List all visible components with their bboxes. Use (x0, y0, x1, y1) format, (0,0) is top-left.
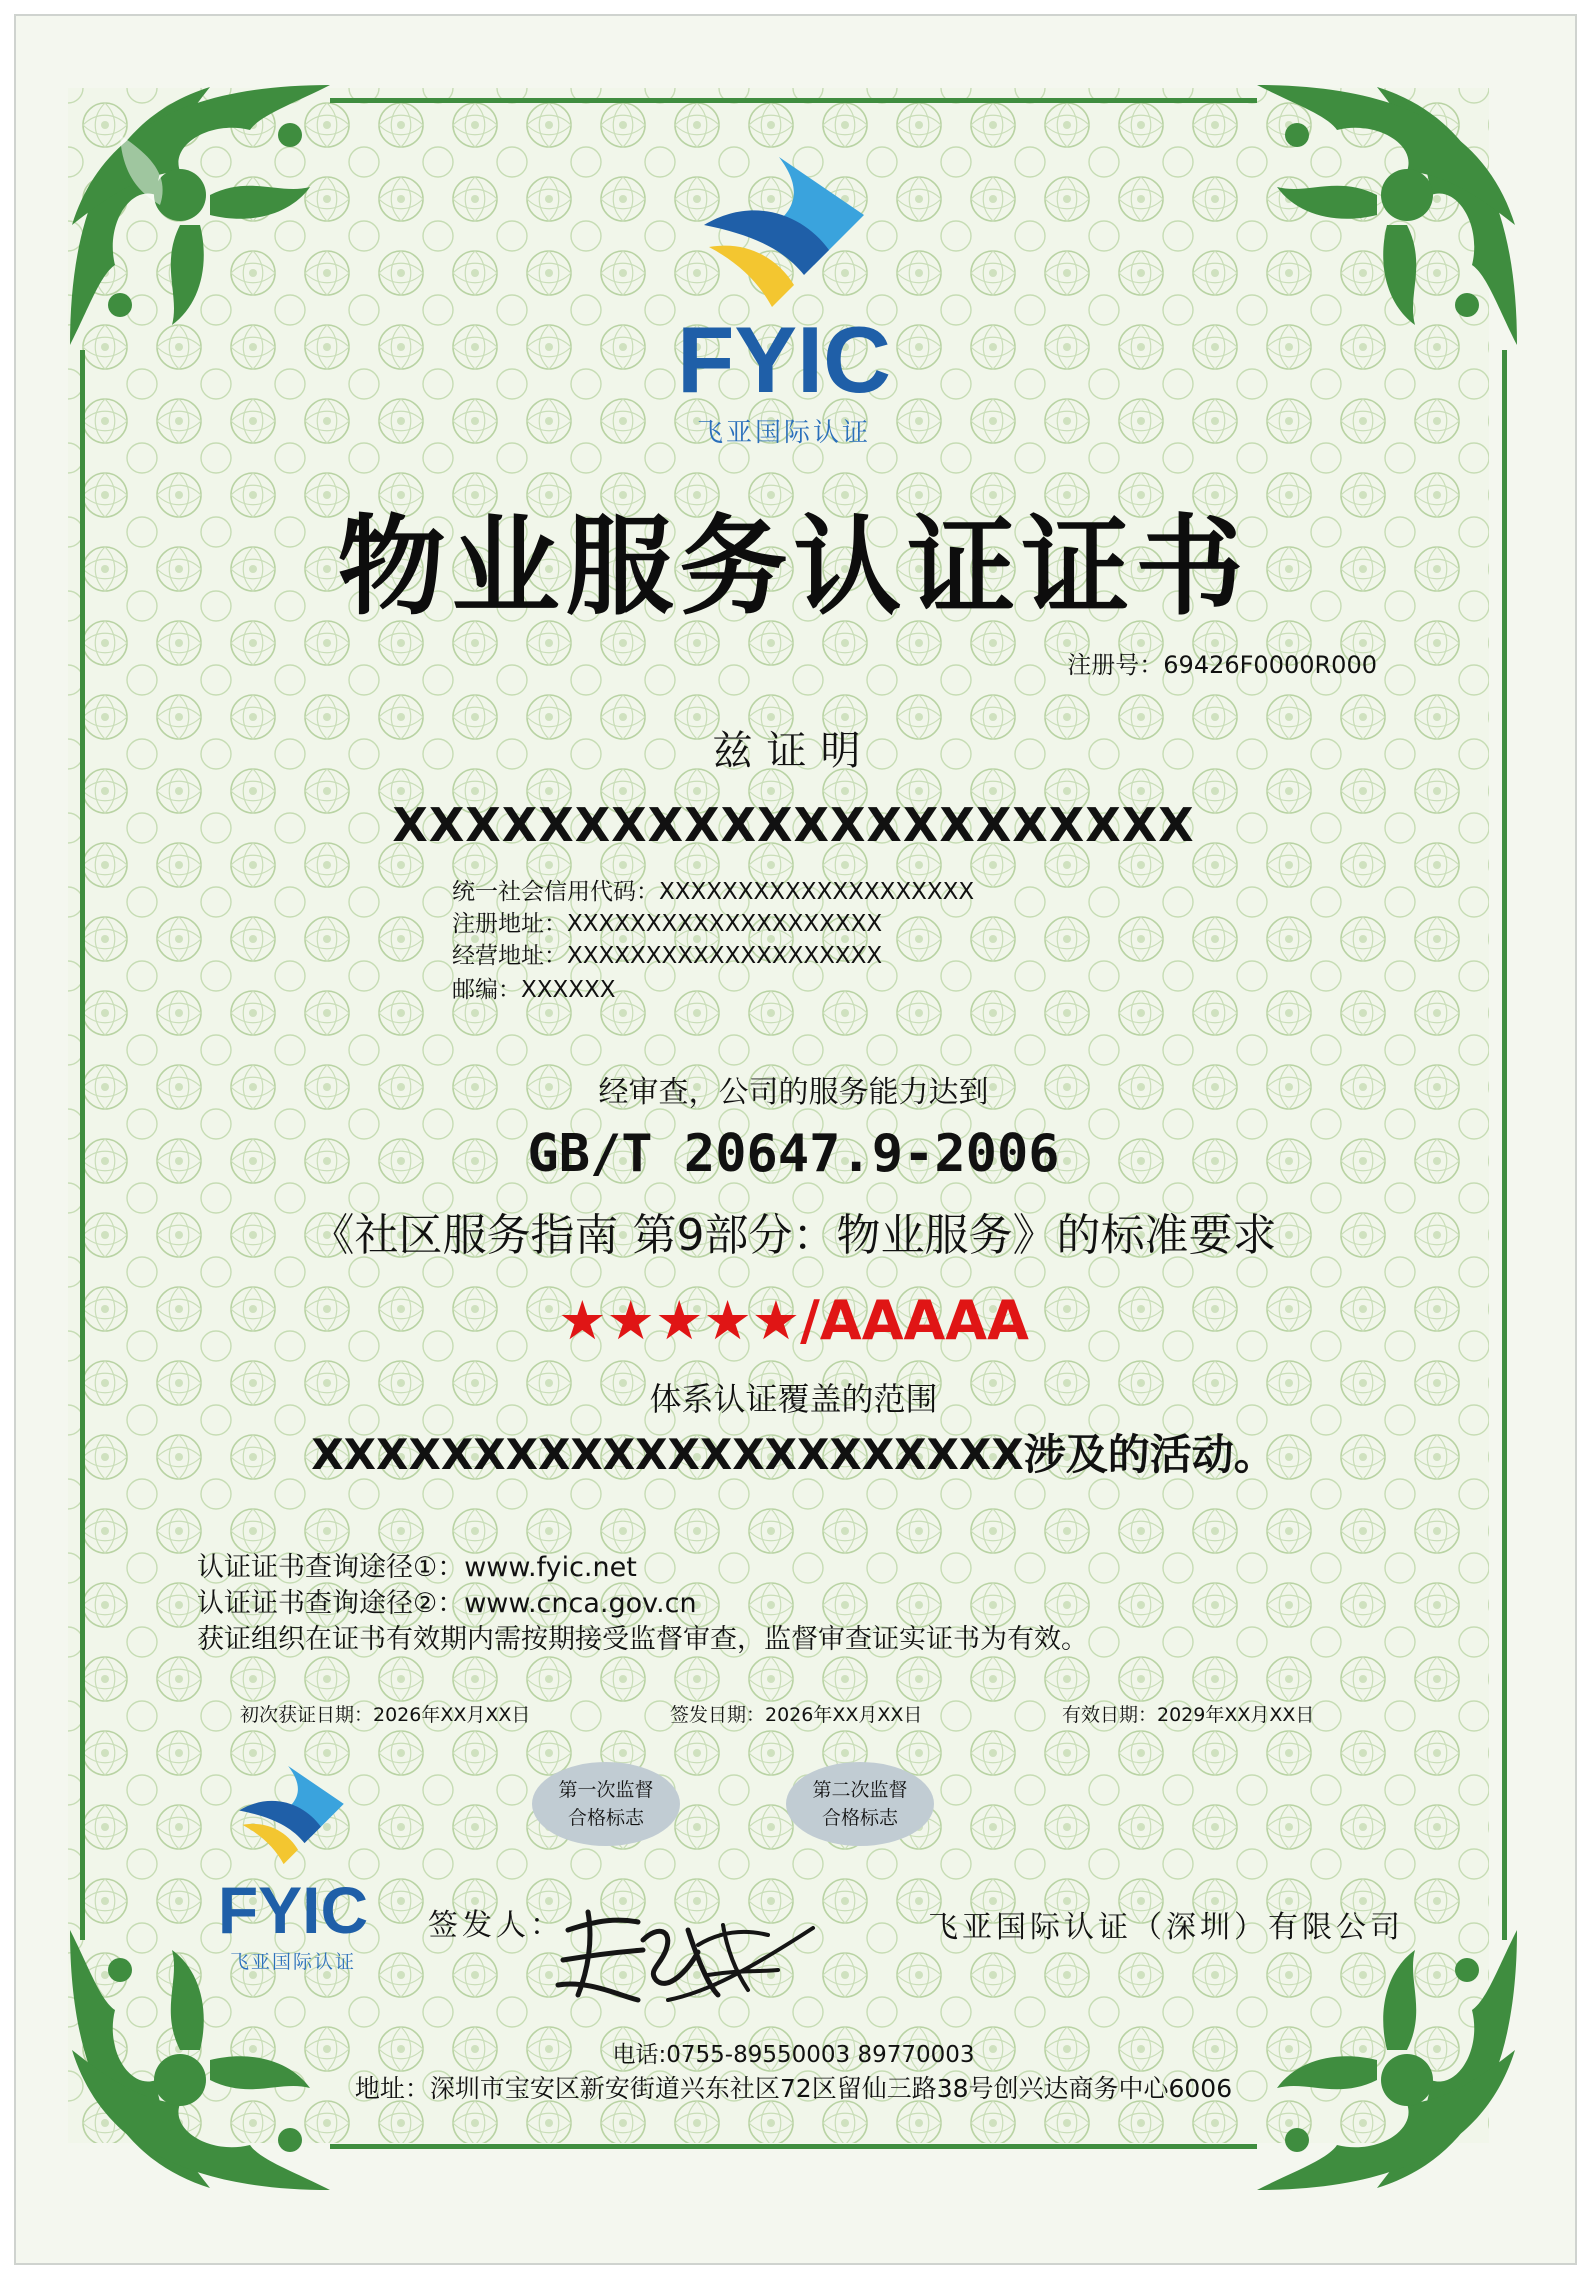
badge-line: 合格标志 (567, 1807, 644, 1829)
frame-bottom-line (330, 2144, 1257, 2149)
logo-brand: FYIC (217, 1873, 369, 1947)
contact-phone: 电话:0755-89550003 89770003 (612, 2042, 975, 2068)
registration-number: 注册号：69426F0000R000 (1067, 651, 1377, 679)
standard-name: 《社区服务指南 第9部分：物业服务》的标准要求 (310, 1210, 1277, 1261)
logo-subtitle: 飞亚国际认证 (229, 1951, 356, 1973)
logo-mark-icon (664, 155, 924, 315)
certificate-title: 物业服务认证证书 (337, 505, 1250, 630)
business-address: 经营地址：XXXXXXXXXXXXXXXXXXXX (452, 943, 883, 969)
registered-address: 注册地址：XXXXXXXXXXXXXXXXXXXX (452, 911, 883, 937)
organization-name: XXXXXXXXXXXXXXXXXXXXXX (392, 798, 1195, 852)
assessment-intro: 经审查，公司的服务能力达到 (598, 1075, 989, 1110)
contact-address: 地址：深圳市宝安区新安街道兴东社区72区留仙三路38号创兴达商务中心6006 (354, 2074, 1233, 2103)
frame-top-line (330, 98, 1257, 103)
badge-line: 第一次监督 (558, 1779, 654, 1801)
corner-ornament-top-left (60, 75, 340, 355)
query-line-1: 认证证书查询途径①：www.fyic.net (197, 1552, 637, 1583)
scope-label: 体系认证覆盖的范围 (649, 1380, 938, 1418)
credit-code: 统一社会信用代码：XXXXXXXXXXXXXXXXXXXX (452, 879, 975, 905)
issue-date: 签发日期：2026年XX月XX日 (670, 1704, 923, 1726)
signature (548, 1900, 818, 2010)
postcode: 邮编：XXXXXX (452, 977, 616, 1003)
first-surveillance-badge (532, 1762, 680, 1846)
first-issue-date: 初次获证日期：2026年XX月XX日 (240, 1704, 531, 1726)
badge-line: 第二次监督 (812, 1779, 908, 1801)
service-grade: ★★★★★/AAAAA (558, 1289, 1029, 1352)
bottom-logo (208, 1762, 378, 1992)
second-surveillance-badge (786, 1762, 934, 1846)
standard-code: GB/T 20647.9-2006 (527, 1124, 1060, 1184)
signer-label: 签发人： (428, 1908, 564, 1943)
validity-note: 获证组织在证书有效期内需按期接受监督审查，监督审查证实证书为有效。 (197, 1624, 1088, 1655)
corner-ornament-top-right (1247, 75, 1527, 355)
logo-mark-icon (213, 1762, 383, 1872)
logo-brand: FYIC (676, 307, 892, 412)
valid-date: 有效日期：2029年XX月XX日 (1062, 1704, 1315, 1726)
badge-line: 合格标志 (821, 1807, 898, 1829)
scope-text: XXXXXXXXXXXXXXXXXXXXXX涉及的活动。 (311, 1430, 1276, 1479)
issuer-company: 飞亚国际认证（深圳）有限公司 (928, 1910, 1404, 1945)
logo-subtitle: 飞亚国际认证 (696, 418, 871, 448)
hereby-certify: 兹证明 (712, 728, 875, 774)
top-logo (664, 155, 924, 455)
query-line-2: 认证证书查询途径②：www.cnca.gov.cn (197, 1588, 697, 1619)
